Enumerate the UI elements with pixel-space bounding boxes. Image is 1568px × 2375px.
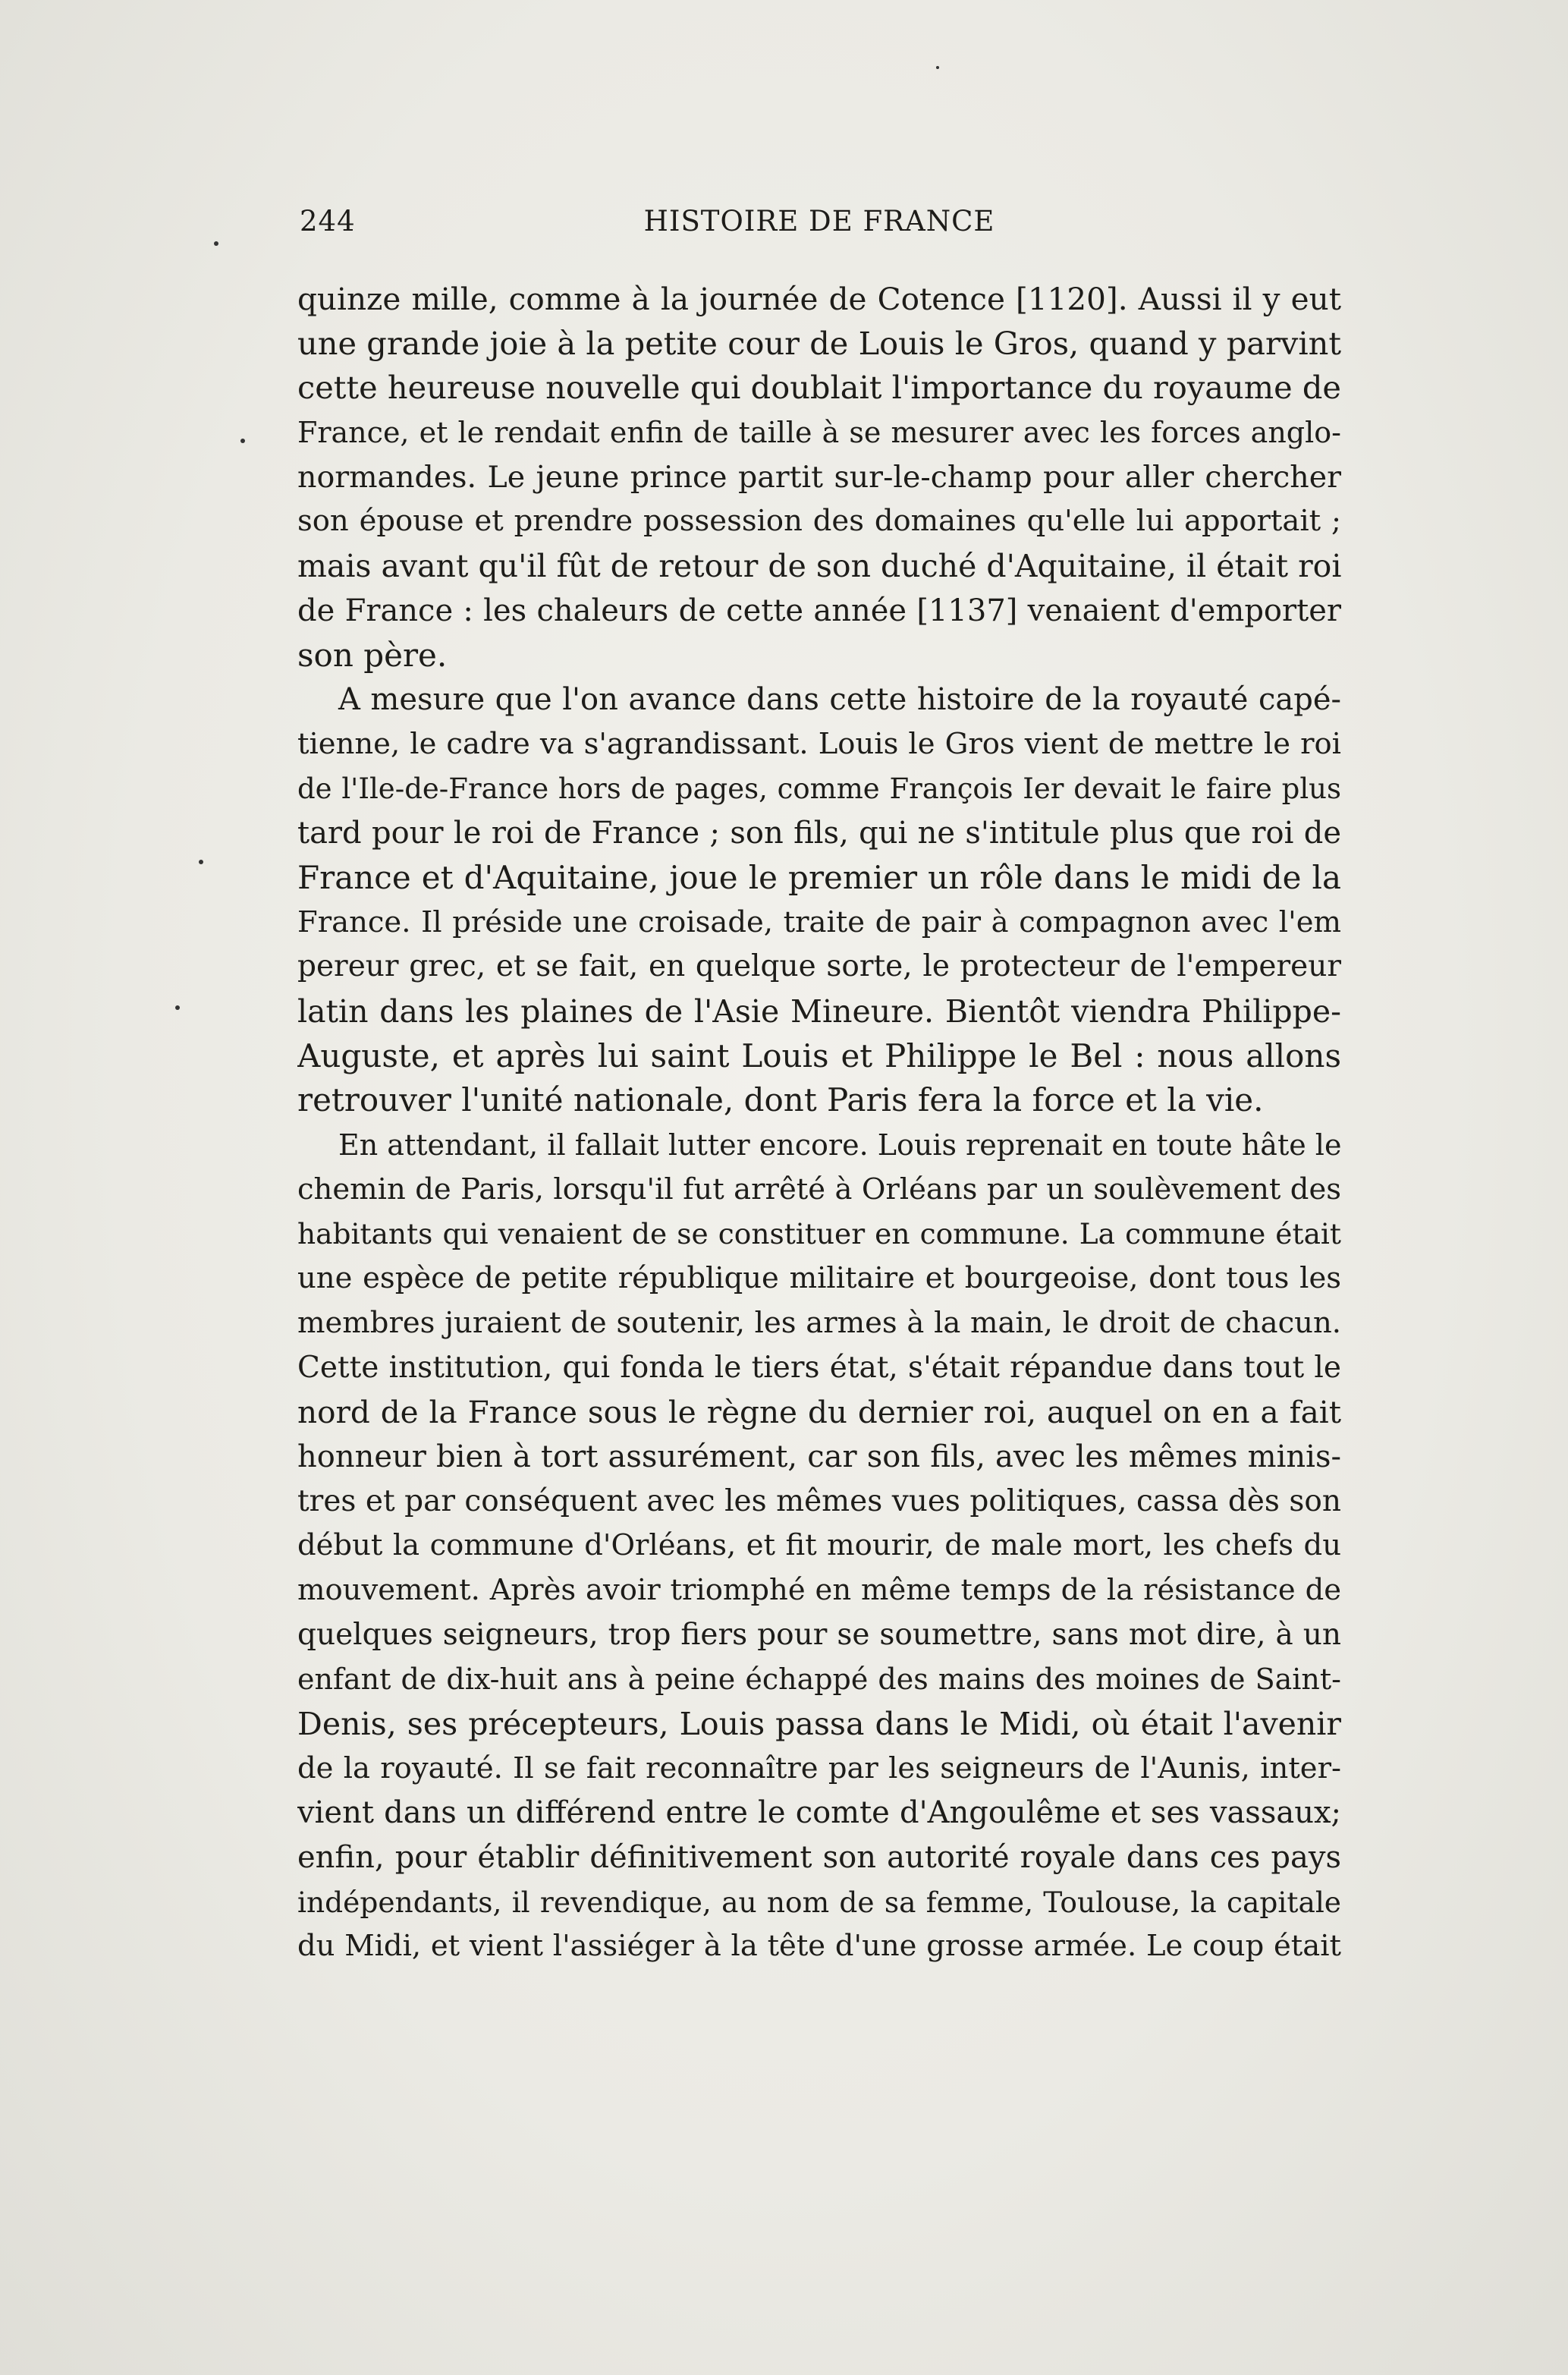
text-line: France et d'Aquitaine, joue le premier un rôle dans le midi de la <box>297 858 1341 896</box>
text-line: latin dans les plaines de l'Asie Mineure. Bientôt viendra Philippe- <box>297 993 1341 1030</box>
text-line: vient dans un différend entre le comte d'Angoulême et ses vassaux; <box>297 1795 1341 1831</box>
speck <box>199 860 203 864</box>
page-number: 244 <box>300 205 356 238</box>
text-line: de France : les chaleurs de cette année [1137] venaient d'emporter <box>297 593 1341 628</box>
text-line: quelques seigneurs, trop fiers pour se soumettre, sans mot dire, à un <box>297 1617 1341 1652</box>
text-line: une espèce de petite république militaire et bourgeoise, dont tous les <box>297 1261 1341 1296</box>
text-line: Cette institution, qui fonda le tiers état, s'était répandue dans tout le <box>297 1350 1341 1385</box>
text-line: A mesure que l'on avance dans cette histoire de la royauté capé- <box>338 682 1341 718</box>
text-line: habitants qui venaient de se constituer en commune. La commune était <box>297 1217 1341 1251</box>
text-line: cette heureuse nouvelle qui doublait l'importance du royaume de <box>297 369 1341 407</box>
text-line: membres juraient de soutenir, les armes à la main, le droit de chacun. <box>297 1305 1341 1340</box>
text-line: Denis, ses précepteurs, Louis passa dans le Midi, où était l'avenir <box>297 1706 1341 1742</box>
running-title: HISTOIRE DE FRANCE <box>643 205 995 238</box>
text-line: normandes. Le jeune prince partit sur-le-champ pour aller chercher <box>297 459 1341 495</box>
text-line: début la commune d'Orléans, et fit mourir, de male mort, les chefs du <box>297 1528 1341 1563</box>
speck <box>214 241 218 246</box>
text-line: nord de la France sous le règne du dernier roi, auquel on en a fait <box>297 1394 1341 1431</box>
text-line: de la royauté. Il se fait reconnaître par les seigneurs de l'Aunis, inter- <box>297 1751 1341 1785</box>
text-line: enfant de dix-huit ans à peine échappé des mains des moines de Saint- <box>297 1662 1341 1697</box>
speck <box>175 1005 180 1010</box>
text-line: retrouver l'unité nationale, dont Paris fera la force et la vie. <box>297 1081 1264 1119</box>
text-line: France, et le rendait enfin de taille à se mesurer avec les forces anglo- <box>297 416 1341 450</box>
text-line: tard pour le roi de France ; son fils, qui ne s'intitule plus que roi de <box>297 816 1341 851</box>
text-line: Auguste, et après lui saint Louis et Philippe le Bel : nous allons <box>297 1037 1341 1074</box>
text-line: mais avant qu'il fût de retour de son duché d'Aquitaine, il était roi <box>297 548 1341 585</box>
speck <box>240 439 245 443</box>
text-line: quinze mille, comme à la journée de Cotence [1120]. Aussi il y eut <box>297 281 1341 317</box>
body-text <box>297 277 1341 1969</box>
text-line: honneur bien à tort assurément, car son fils, avec les mêmes minis- <box>297 1439 1341 1474</box>
text-line: indépendants, il revendique, au nom de sa femme, Toulouse, la capitale <box>297 1885 1341 1919</box>
text-line: son épouse et prendre possession des domaines qu'elle lui apportait ; <box>297 504 1341 539</box>
text-line: du Midi, et vient l'assiéger à la tête d'une grosse armée. Le coup était <box>297 1929 1341 1964</box>
text-line: son père. <box>297 636 448 674</box>
text-line: En attendant, il fallait lutter encore. Louis reprenait en toute hâte le <box>338 1128 1341 1162</box>
text-line: enfin, pour établir définitivement son autorité royale dans ces pays <box>297 1840 1341 1876</box>
text-line: tienne, le cadre va s'agrandissant. Louis le Gros vient de mettre le roi <box>297 726 1341 761</box>
page-header <box>300 205 1339 250</box>
text-line: une grande joie à la petite cour de Louis le Gros, quand y parvint <box>297 324 1341 362</box>
text-line: de l'Ile-de-France hors de pages, comme François Ier devait le faire plus <box>297 772 1341 805</box>
text-line: tres et par conséquent avec les mêmes vues politiques, cassa dès son <box>297 1483 1341 1518</box>
speck <box>936 66 939 69</box>
text-line: chemin de Paris, lorsqu'il fut arrêté à Orléans par un soulèvement des <box>297 1172 1341 1206</box>
text-line: mouvement. Après avoir triomphé en même temps de la résistance de <box>297 1572 1341 1607</box>
text-line: pereur grec, et se fait, en quelque sorte, le protecteur de l'empereur <box>297 949 1341 984</box>
text-line: France. Il préside une croisade, traite de pair à compagnon avec l'em <box>297 904 1341 939</box>
